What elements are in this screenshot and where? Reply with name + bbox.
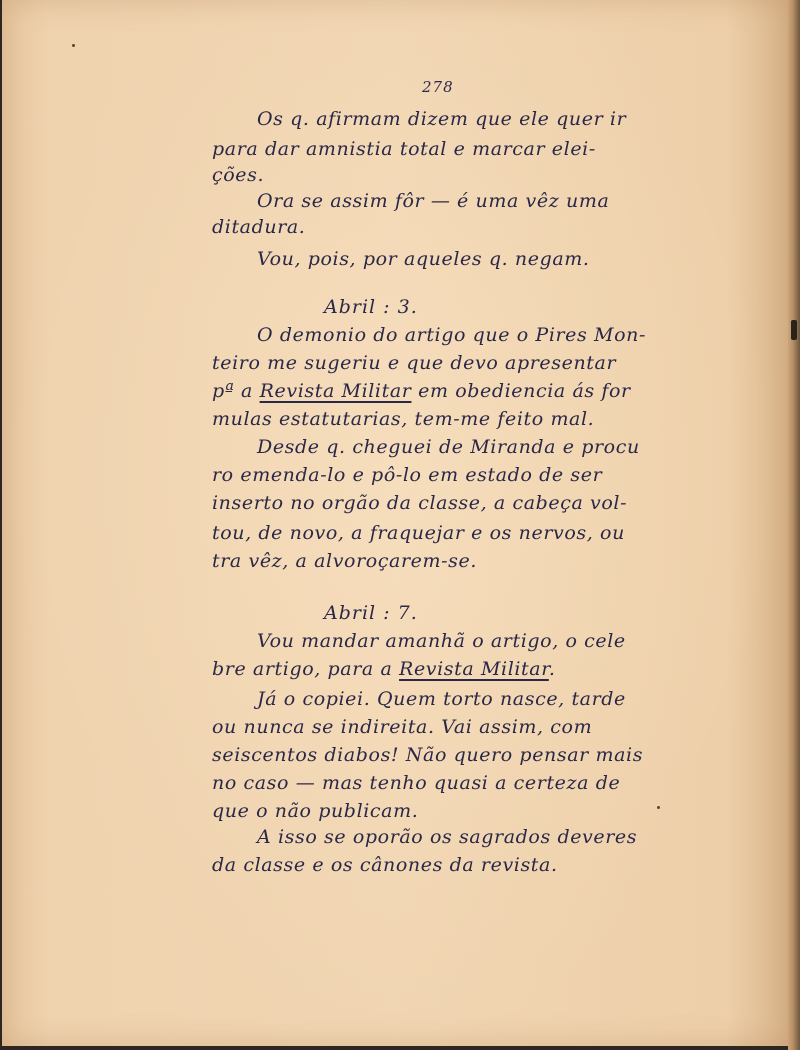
text-line: Ora se assim fôr — é uma vêz uma [257,190,610,212]
manuscript-page [2,0,790,1046]
text-line: ditadura. [212,216,306,238]
page-number: 278 [422,78,454,96]
text-line [212,380,631,402]
text-line: tou, de novo, a fraquejar e os nervos, ou [212,522,625,544]
entry-date-heading: Abril : 7. [324,602,418,624]
text-line: ou nunca se indireita. Vai assim, com [212,716,593,738]
text-line: ções. [212,164,265,186]
journal-name: Revista Militar [399,658,549,680]
text-line: O demonio do artigo que o Pires Mon- [257,324,646,346]
text-line: da classe e os cânones da revista. [212,854,558,876]
text-line: teiro me sugeriu e que devo apresentar [212,352,617,374]
page-edge [788,0,800,1050]
text-fragment: em obediencia ás for [418,380,631,402]
text-line: Os q. afirmam dizem que ele quer ir [257,108,627,130]
text-line: seiscentos diabos! Não quero pensar mais [212,744,644,766]
text-line: A isso se oporão os sagrados deveres [257,826,638,848]
text-line: Desde q. cheguei de Miranda e procu [257,436,640,458]
text-line: que o não publicam. [212,800,419,822]
text-line: ro emenda-lo e pô-lo em estado de ser [212,464,603,486]
text-fragment: bre artigo, para a [212,658,400,680]
text-line: Vou mandar amanhã o artigo, o cele [257,630,626,652]
ink-speck [657,806,660,809]
text-fragment: a [241,380,260,402]
ink-speck [72,44,75,47]
journal-name: Revista Militar [259,380,412,402]
text-fragment: pª [212,380,235,402]
binding-clip [791,320,797,340]
text-fragment: . [548,658,556,680]
text-line [212,658,555,680]
text-line: tra vêz, a alvoroçarem-se. [212,550,477,572]
text-line: Já o copiei. Quem torto nasce, tarde [257,688,626,710]
text-line: para dar amnistia total e marcar elei- [212,138,596,160]
text-line: Vou, pois, por aqueles q. negam. [257,248,590,270]
text-line: inserto no orgão da classe, a cabeça vol- [212,492,628,514]
text-line: no caso — mas tenho quasi a certeza de [212,772,621,794]
entry-date-heading: Abril : 3. [324,296,418,318]
text-line: mulas estatutarias, tem-me feito mal. [212,408,595,430]
